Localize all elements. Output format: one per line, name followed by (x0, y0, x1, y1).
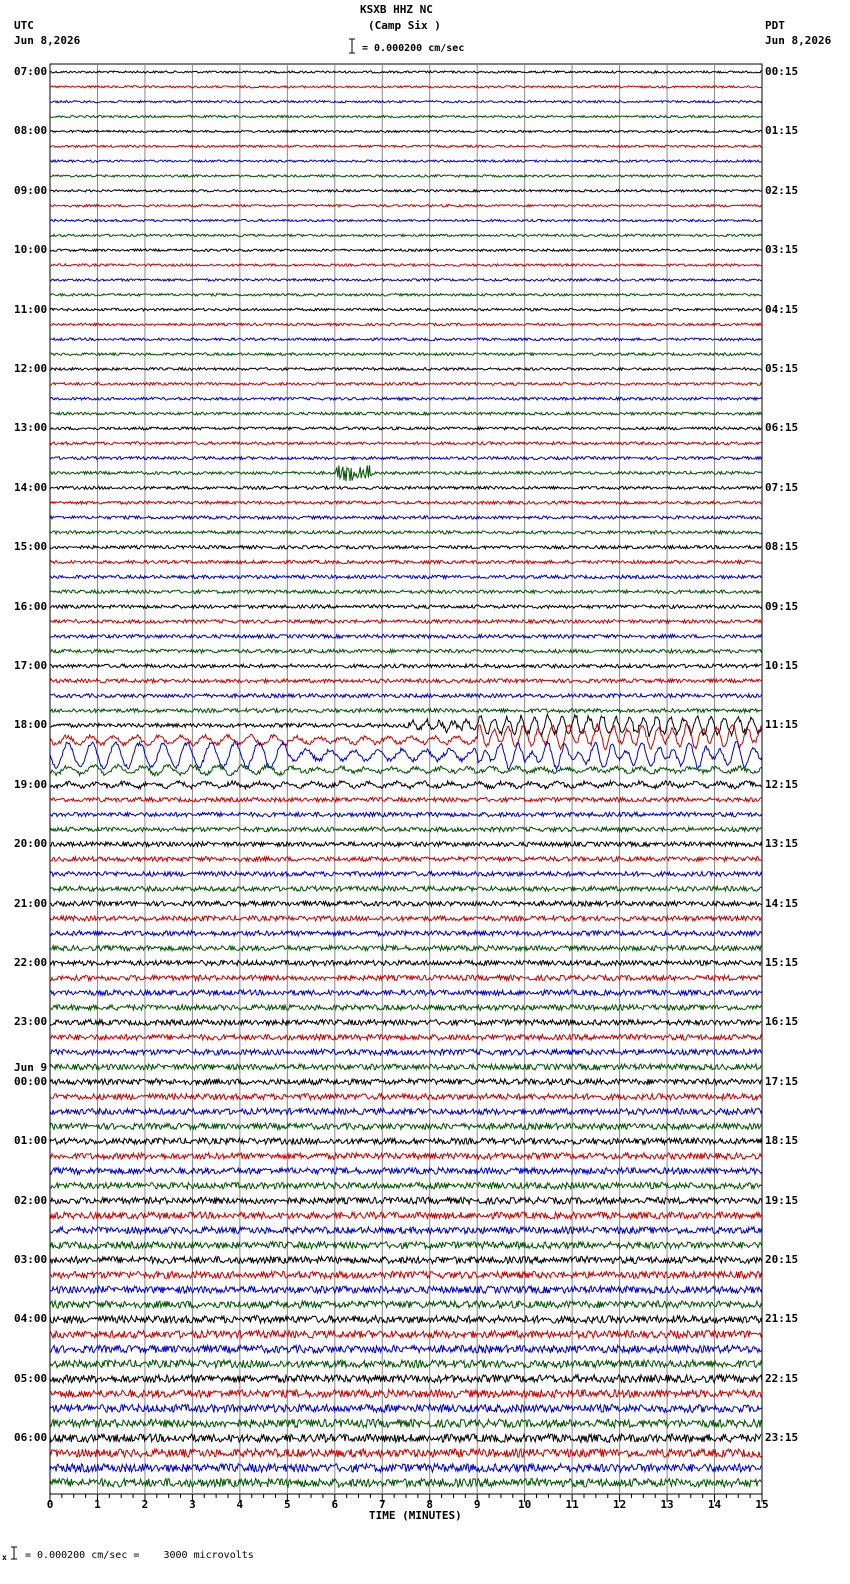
x-tick-label: 5 (284, 1498, 291, 1511)
calibration-label: = 0.000200 cm/sec = 3000 microvolts (25, 1550, 254, 1561)
trace-row (50, 279, 762, 281)
trace-row (50, 620, 762, 624)
trace-row (50, 872, 762, 877)
trace-row (50, 1212, 762, 1219)
trace-row (50, 812, 762, 816)
trace-row (50, 827, 762, 832)
trace-row (50, 1271, 762, 1278)
utc-hour-label: 22:00 (14, 956, 48, 969)
trace-row (50, 1375, 762, 1383)
plot-frame (50, 64, 762, 1494)
pdt-hour-label: 21:15 (765, 1312, 799, 1326)
trace-row (50, 960, 762, 965)
trace-row (50, 931, 762, 936)
trace-row (50, 709, 762, 713)
trace-row (50, 575, 762, 578)
trace-row (50, 427, 762, 430)
station-title: KSXB HHZ NC (360, 3, 433, 16)
pdt-hour-label: 05:15 (765, 362, 799, 375)
trace-row (50, 1064, 762, 1070)
x-tick-label: 12 (612, 1498, 627, 1511)
trace-row (50, 442, 762, 445)
trace-row (50, 130, 762, 132)
utc-hour-label: 19:00 (14, 777, 48, 791)
x-tick-label: 7 (378, 1498, 386, 1511)
left-date: Jun 8,2026 (14, 34, 81, 47)
trace-row (50, 798, 762, 802)
x-tick-label: 2 (141, 1498, 149, 1511)
trace-row (50, 368, 762, 371)
pdt-hour-label: 23:15 (765, 1431, 799, 1445)
trace-row (50, 1479, 762, 1488)
trace-row (50, 1109, 762, 1115)
trace-row (50, 308, 762, 311)
trace-row (50, 664, 762, 668)
x-tick-label: 10 (518, 1498, 532, 1511)
trace-row (50, 1079, 762, 1085)
trace-row (50, 1094, 762, 1100)
pdt-hour-label: 06:15 (765, 421, 799, 435)
x-tick-label: 3 (189, 1498, 196, 1511)
trace-row (50, 990, 762, 995)
trace-row (50, 1005, 762, 1011)
x-tick-label: 0 (46, 1498, 54, 1511)
utc-hour-label: 00:00 (14, 1074, 48, 1088)
trace-row (50, 1316, 762, 1323)
trace-row (50, 560, 762, 563)
minute-gridlines (50, 64, 762, 1494)
pdt-hour-label: 00:15 (765, 65, 799, 78)
trace-row (50, 1360, 762, 1368)
trace-row (50, 635, 762, 639)
x-tick-label: 11 (565, 1498, 579, 1511)
trace-row (50, 205, 762, 207)
pdt-hour-label: 19:15 (765, 1193, 799, 1207)
utc-hour-label: 20:00 (14, 837, 48, 851)
utc-hour-label: 04:00 (14, 1312, 48, 1326)
trace-row (50, 1419, 762, 1427)
trace-row (50, 1227, 762, 1234)
trace-row (50, 501, 762, 504)
utc-hour-label: 23:00 (14, 1015, 48, 1029)
trace-row (50, 323, 762, 326)
pdt-hour-label: 10:15 (765, 659, 799, 672)
trace-row (50, 946, 762, 951)
trace-row (50, 1049, 762, 1055)
scale-bar-icon (349, 39, 355, 53)
trace-row (50, 1153, 762, 1159)
trace-row (50, 842, 762, 847)
trace-row (50, 1405, 762, 1413)
trace-row (50, 412, 762, 415)
trace-row (50, 1449, 762, 1457)
trace-row (50, 145, 762, 147)
trace-row (50, 1286, 762, 1293)
x-tick-label: 4 (236, 1498, 244, 1511)
pdt-hour-label: 20:15 (765, 1253, 799, 1266)
trace-row (50, 590, 762, 594)
trace-row (50, 86, 762, 88)
utc-hour-label: 18:00 (14, 718, 48, 732)
trace-row (50, 397, 762, 400)
trace-row (50, 1197, 762, 1204)
trace-row (50, 781, 762, 789)
utc-hour-label: 07:00 (14, 65, 48, 78)
pdt-hour-label: 16:15 (765, 1015, 799, 1029)
x-tick-label: 13 (660, 1498, 674, 1511)
pdt-hour-label: 02:15 (765, 183, 799, 197)
pdt-hour-label: 17:15 (765, 1074, 799, 1088)
utc-hour-label: 21:00 (14, 896, 48, 910)
utc-hour-label: 05:00 (14, 1371, 48, 1385)
x-tick-label: 15 (755, 1498, 769, 1511)
utc-hour-label: 08:00 (14, 124, 48, 138)
trace-row (50, 1034, 762, 1040)
scale-label: = 0.000200 cm/sec (362, 43, 465, 54)
utc-hour-label: 11:00 (14, 302, 48, 316)
utc-hour-label: 01:00 (14, 1134, 48, 1148)
utc-hour-label: 03:00 (14, 1253, 48, 1266)
trace-row (50, 1345, 762, 1353)
pdt-hour-label: 08:15 (765, 540, 799, 554)
trace-row (50, 353, 762, 356)
trace-row (50, 1242, 762, 1249)
trace-row (50, 71, 762, 73)
utc-hour-label: 15:00 (14, 540, 48, 554)
trace-row (50, 160, 762, 162)
trace-row (50, 741, 762, 770)
utc-hour-label: 13:00 (14, 421, 48, 435)
trace-row (50, 1331, 762, 1339)
location-title: (Camp Six ) (368, 19, 441, 32)
utc-hour-label: 12:00 (14, 362, 48, 375)
x-tick-label: 9 (473, 1498, 481, 1511)
trace-row (50, 465, 762, 481)
pdt-hour-label: 13:15 (765, 837, 799, 851)
trace-row (50, 101, 762, 103)
calibration-bar-icon (11, 1547, 17, 1559)
date-change-label: Jun 9 (14, 1060, 48, 1074)
trace-row (50, 516, 762, 519)
trace-row (50, 901, 762, 906)
x-axis-label: TIME (MINUTES) (369, 1509, 462, 1522)
trace-row (50, 764, 762, 776)
right-date: Jun 8,2026 (765, 34, 832, 47)
trace-row (50, 1301, 762, 1308)
pdt-hour-label: 18:15 (765, 1134, 799, 1148)
utc-hour-label: 10:00 (14, 243, 48, 257)
trace-row (50, 486, 762, 489)
trace-row (50, 1183, 762, 1190)
pdt-hour-label: 15:15 (765, 956, 799, 969)
pdt-hour-label: 11:15 (765, 718, 799, 732)
trace-row (50, 1138, 762, 1144)
trace-row (50, 175, 762, 177)
pdt-hour-label: 09:15 (765, 599, 799, 613)
trace-row (50, 546, 762, 549)
trace-row (50, 694, 762, 698)
trace-row (50, 219, 762, 221)
trace-row (50, 383, 762, 386)
trace-row (50, 679, 762, 683)
right-timezone: PDT (765, 19, 785, 32)
pdt-hour-label: 04:15 (765, 302, 799, 316)
trace-row (50, 649, 762, 653)
footer-mark: x (2, 1553, 7, 1562)
x-tick-label: 8 (426, 1498, 434, 1511)
trace-row (50, 338, 762, 341)
trace-row (50, 916, 762, 921)
utc-hour-label: 16:00 (14, 599, 48, 613)
trace-row (50, 1257, 762, 1264)
pdt-hour-label: 12:15 (765, 777, 799, 791)
utc-hour-label: 17:00 (14, 659, 48, 672)
pdt-hour-label: 07:15 (765, 480, 799, 494)
trace-row (50, 1464, 762, 1472)
trace-row (50, 457, 762, 460)
trace-row (50, 264, 762, 267)
trace-row (50, 605, 762, 609)
pdt-hour-label: 03:15 (765, 243, 799, 257)
trace-row (50, 234, 762, 236)
trace-row (50, 115, 762, 117)
utc-hour-label: 02:00 (14, 1193, 48, 1207)
utc-hour-label: 09:00 (14, 183, 48, 197)
x-tick-label: 1 (94, 1498, 101, 1511)
trace-row (50, 531, 762, 534)
trace-row (50, 1434, 762, 1442)
pdt-hour-label: 01:15 (765, 124, 799, 138)
pdt-hour-label: 14:15 (765, 896, 799, 910)
trace-row (50, 1123, 762, 1129)
trace-row (50, 190, 762, 192)
x-tick-label: 14 (707, 1498, 722, 1511)
trace-row (50, 294, 762, 297)
utc-hour-label: 06:00 (14, 1431, 48, 1445)
seismic-traces (50, 71, 762, 1487)
trace-row (50, 1168, 762, 1174)
trace-row (50, 886, 762, 891)
pdt-hour-label: 22:15 (765, 1371, 799, 1385)
left-timezone: UTC (14, 19, 34, 32)
utc-hour-label: 14:00 (14, 480, 48, 494)
x-tick-label: 6 (331, 1498, 339, 1511)
trace-row (50, 1020, 762, 1026)
trace-row (50, 1390, 762, 1398)
trace-row (50, 857, 762, 862)
trace-row (50, 975, 762, 980)
trace-row (50, 249, 762, 251)
